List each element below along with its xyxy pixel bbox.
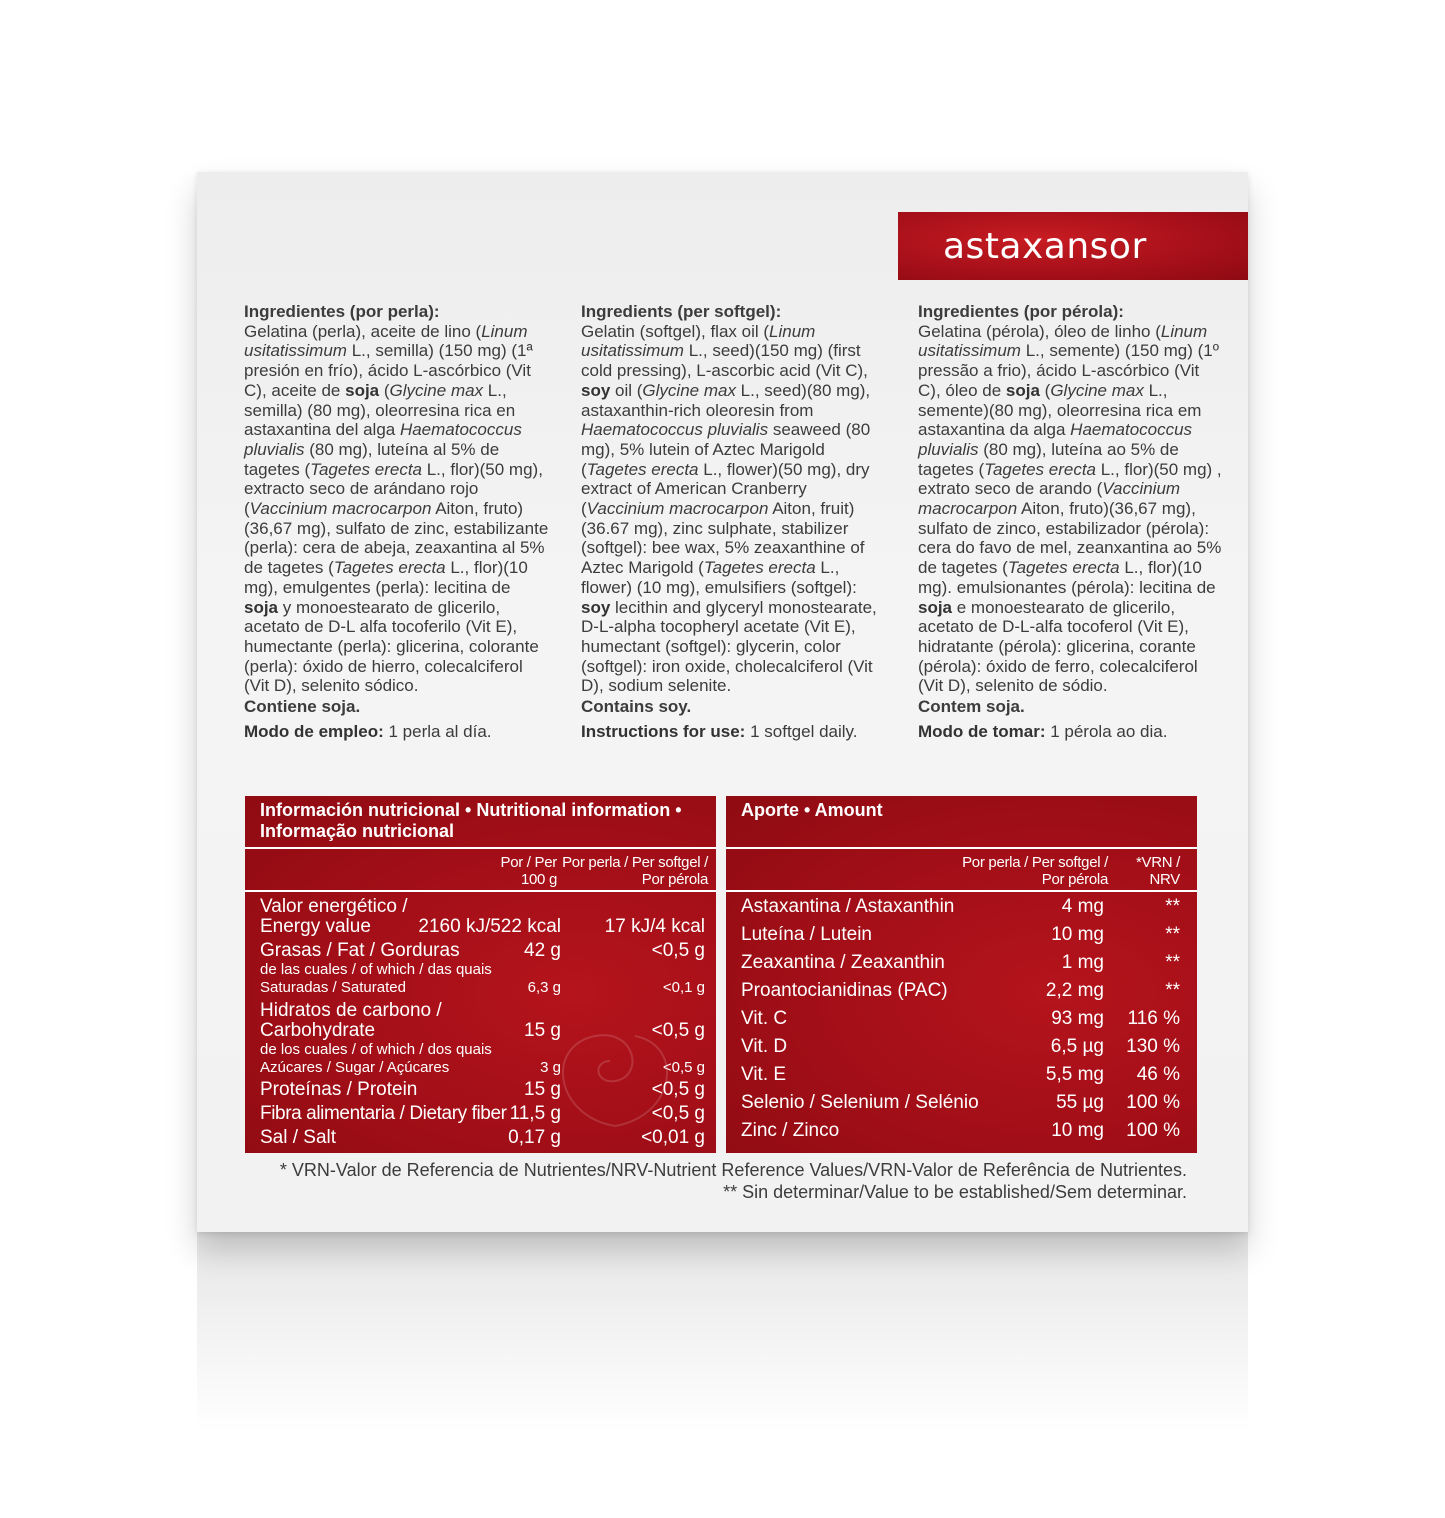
ingredients-body-es: Gelatina (perla), aceite de lino (Linum usitatissimum L., semilla) (150 mg) (1ª presión en frío), ácido L-ascórbico (Vit C), aceite de soja (Glycine max L., semilla) (80 mg), oleorresina rica en astaxantina del alga Haematococcus pluvialis (80 mg), luteína al 5% de tagetes (Tagetes erecta L., flor)(50 mg), extracto seco de arándano rojo (Vaccinium macrocarpon Aiton, fruto) (36,67 mg), sulfato de zinc, estabilizante (perla): cera de abeja, zeaxantina al 5% de tagetes (Tagetes erecta L., flor)(10 mg), emulgentes (perla): lecitina de soja y monoestearato de glicerilo, acetato de D-L alfa tocoferilo (Vit E), humectante (perla): glicerina, colorante (perla): óxido de hierro, colecalciferol (Vit D), selenito sódico. xyxy=(244,321,549,696)
ingredients-body-pt: Gelatina (pérola), óleo de linho (Linum usitatissimum L., semente) (150 mg) (1º pressão a frio), ácido L-ascórbico (Vit C), óleo de soja (Glycine max L., semente)(80 mg), oleorresina rica em astaxantina da alga Haematococcus pluvialis (80 mg), luteína ao 5% de tagetes (Tagetes erecta L., flor)(50 mg) , extrato seco de arando (Vaccinium macrocarpon Aiton, fruto)(36,67 mg), sulfato de zinco, estabilizador (pérola): cera do favo de mel, zeanxantina ao 5% de tagetes (Tagetes erecta L., flor)(10 mg). emulsionantes (pérola): lecitina de soja e monoestearato de glicerilo, acetato de D-L-alfa tocoferol (Vit E), hidratante (pérola): glicerina, corante (pérola): óxido de ferro, colecalciferol (Vit D), selenito de sódio. xyxy=(918,321,1222,696)
box-reflection xyxy=(197,1232,1248,1432)
nutrition-value-per100: 11,5 g xyxy=(509,1103,561,1124)
allergen-note-es: Contiene soja. xyxy=(244,697,361,717)
amount-value: 6,5 µg xyxy=(1050,1036,1104,1057)
amount-value: 5,5 mg xyxy=(1045,1064,1104,1085)
nutrition-label: Azúcares / Sugar / Açúcares xyxy=(260,1059,450,1076)
usage-en xyxy=(581,722,886,742)
nutrition-label: Grasas / Fat / Gorduras xyxy=(260,940,460,961)
nutrition-value-per100: 0,17 g xyxy=(508,1127,561,1148)
amount-nrv: 100 % xyxy=(1126,1092,1180,1113)
amount-nrv: 100 % xyxy=(1126,1120,1180,1141)
amount-value: 4 mg xyxy=(1061,896,1104,917)
amount-nrv: ** xyxy=(1165,896,1180,917)
nutrition-value-per100: 42 g xyxy=(524,940,561,961)
nutrition-col-per100-line2: 100 g xyxy=(520,871,557,888)
nutrition-sublabel: de los cuales / of which / dos quais xyxy=(260,1041,492,1058)
ingredients-heading-es: Ingredientes (por perla): xyxy=(244,302,440,321)
nutrition-value-perunit: 17 kJ/4 kcal xyxy=(604,916,705,937)
usage-text-en: 1 softgel daily. xyxy=(745,721,858,741)
ingredients-heading-pt: Ingredientes (por pérola): xyxy=(918,302,1124,321)
nutrition-label-line2: Energy value xyxy=(260,916,371,937)
ingredients-column-pt xyxy=(918,302,1223,741)
nutrition-col-perunit-header xyxy=(557,854,708,888)
amount-nrv: 130 % xyxy=(1126,1036,1180,1057)
amount-divider-top xyxy=(726,847,1197,849)
amount-label: Proantocianidinas (PAC) xyxy=(741,980,948,1001)
amount-nrv: 116 % xyxy=(1127,1008,1180,1029)
nutrition-divider-top xyxy=(245,847,716,849)
nutrition-title-line1: Información nutricional • Nutritional information • xyxy=(260,800,682,820)
amount-value: 1 mg xyxy=(1061,952,1104,973)
amount-col-perunit-header xyxy=(936,854,1108,888)
footnote-undetermined: ** Sin determinar/Value to be established/Sem determinar. xyxy=(723,1182,1187,1202)
amount-nrv: ** xyxy=(1165,924,1180,945)
amount-label: Vit. D xyxy=(741,1036,788,1057)
usage-label-en: Instructions for use: xyxy=(581,721,746,741)
amount-col-nrv-header xyxy=(1116,854,1180,888)
amount-col-perunit-line2: Por pérola xyxy=(1041,871,1108,888)
usage-text-es: 1 perla al día. xyxy=(383,721,492,741)
amount-label: Astaxantina / Astaxanthin xyxy=(741,896,955,917)
amount-label: Selenio / Selenium / Selénio xyxy=(741,1092,979,1113)
allergen-note-en: Contains soy. xyxy=(581,697,692,717)
nutrition-col-perunit-line1: Por perla / Per softgel / xyxy=(562,854,708,871)
nutrition-value-per100: 15 g xyxy=(524,1079,561,1100)
usage-es xyxy=(244,722,549,742)
amount-nrv: ** xyxy=(1165,952,1180,973)
amount-value: 10 mg xyxy=(1051,924,1104,945)
brand-logo-text: astaxansor xyxy=(943,225,1147,267)
amount-value: 2,2 mg xyxy=(1045,980,1104,1001)
amount-label: Zeaxantina / Zeaxanthin xyxy=(741,952,945,973)
nutrition-value-per100: 15 g xyxy=(524,1020,561,1041)
nutrition-title-line2: Informação nutricional xyxy=(260,821,455,841)
nutrition-table xyxy=(245,796,716,1153)
nutrition-sublabel: de las cuales / of which / das quais xyxy=(260,961,492,978)
usage-label-es: Modo de empleo: xyxy=(244,721,384,741)
nutrition-label: Sal / Salt xyxy=(260,1127,337,1148)
footnote-nrv: * VRN-Valor de Referencia de Nutrientes/NRV-Nutrient Reference Values/VRN-Valor de Referência de Nutrientes. xyxy=(279,1160,1187,1180)
nutrition-value-perunit: <0,5 g xyxy=(651,940,705,961)
amount-value: 93 mg xyxy=(1051,1008,1104,1029)
nutrition-label-line2: Carbohydrate xyxy=(260,1020,376,1041)
amount-label: Luteína / Lutein xyxy=(741,924,872,945)
brand-banner xyxy=(898,212,1248,280)
usage-pt xyxy=(918,722,1223,742)
nutrition-value-perunit: <0,01 g xyxy=(641,1127,705,1148)
nutrition-value-per100: 3 g xyxy=(540,1059,561,1076)
amount-divider-header xyxy=(726,890,1197,892)
nutrition-col-perunit-line2: Por pérola xyxy=(641,871,708,888)
amount-nrv: 46 % xyxy=(1136,1064,1180,1085)
nutrition-col-per100-header xyxy=(475,854,557,888)
nutrition-divider-header xyxy=(245,890,716,892)
nutrition-label: Saturadas / Saturated xyxy=(260,979,406,996)
nutrition-value-perunit: <0,5 g xyxy=(662,1059,705,1076)
usage-label-pt: Modo de tomar: xyxy=(918,721,1046,741)
amount-nrv: ** xyxy=(1165,980,1180,1001)
nutrition-value-perunit: <0,5 g xyxy=(651,1079,705,1100)
ingredients-heading-en: Ingredients (per softgel): xyxy=(581,302,782,321)
amount-value: 10 mg xyxy=(1051,1120,1104,1141)
nutrition-value-perunit: <0,5 g xyxy=(651,1103,705,1124)
amount-label: Vit. C xyxy=(741,1008,788,1029)
amount-col-nrv-line2: NRV xyxy=(1149,871,1180,888)
ingredients-body-en: Gelatin (softgel), flax oil (Linum usitatissimum L., seed)(150 mg) (first cold pressing), L-ascorbic acid (Vit C), soy oil (Glycine max L., seed)(80 mg), astaxanthin-rich oleoresin from Haematococcus pluvialis seaweed (80 mg), 5% lutein of Aztec Marigold (Tagetes erecta L., flower)(50 mg), dry extract of American Cranberry (Vaccinium macrocarpon Aiton, fruit)(36.67 mg), zinc sulphate, stabilizer (softgel): bee wax, 5% zeaxanthine of Aztec Marigold (Tagetes erecta L., flower) (10 mg), emulsifiers (softgel): soy lecithin and glyceryl monostearate, D-L-alpha tocopheryl acetate (Vit E), humectant (softgel): glycerin, color (softgel): iron oxide, cholecalciferol (Vit D), sodium selenite. xyxy=(581,321,877,696)
amount-col-perunit-line1: Por perla / Per softgel / xyxy=(962,854,1108,871)
allergen-note-pt: Contem soja. xyxy=(918,697,1025,717)
nutrition-label: Hidratos de carbono / xyxy=(260,1000,442,1021)
usage-text-pt: 1 pérola ao dia. xyxy=(1045,721,1168,741)
nutrition-label: Proteínas / Protein xyxy=(260,1079,418,1100)
amount-col-nrv-line1: *VRN / xyxy=(1135,854,1180,871)
amount-title: Aporte • Amount xyxy=(741,800,883,820)
nutrition-label: Fibra alimentaria / Dietary fiber xyxy=(260,1103,507,1124)
amount-value: 55 µg xyxy=(1056,1092,1104,1113)
amount-table xyxy=(726,796,1197,1153)
nutrition-value-perunit: <0,5 g xyxy=(651,1020,705,1041)
nutrition-value-perunit: <0,1 g xyxy=(662,979,705,996)
amount-label: Zinc / Zinco xyxy=(741,1120,840,1141)
amount-label: Vit. E xyxy=(741,1064,787,1085)
ingredients-column-en xyxy=(581,302,886,741)
nutrition-col-per100-line1: Por / Per xyxy=(500,854,557,871)
nutrition-label: Valor energético / xyxy=(260,896,408,917)
ingredients-column-es xyxy=(244,302,549,741)
nutrition-value-per100: 2160 kJ/522 kcal xyxy=(418,916,561,937)
nutrition-title xyxy=(245,796,716,846)
nutrition-value-per100: 6,3 g xyxy=(527,979,561,996)
